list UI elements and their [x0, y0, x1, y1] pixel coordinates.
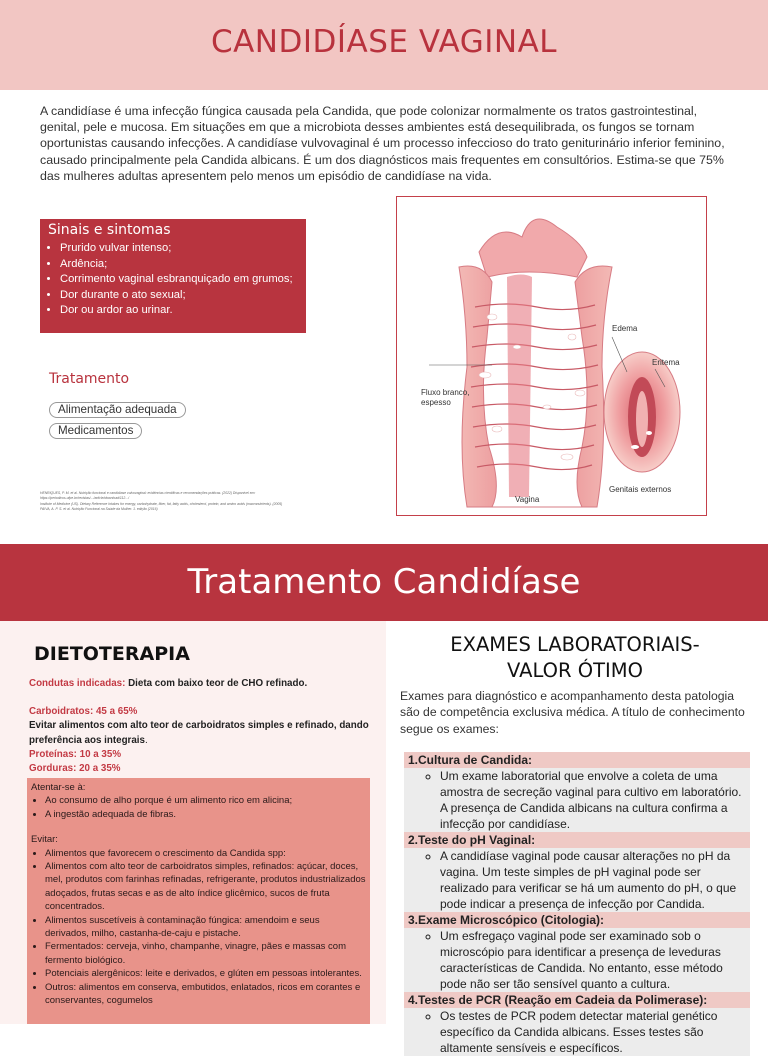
- exam-num: 4.: [408, 993, 419, 1007]
- carbs-value: Carboidratos: 45 a 65%: [29, 706, 138, 718]
- label-edema: Edema: [612, 324, 638, 333]
- exam-body: [404, 848, 750, 912]
- signs-symptoms-box: [40, 219, 306, 333]
- exam-head: [404, 752, 750, 768]
- reference-item: PAIVA, A. P. S. et al. Nutrição Funcional na Saúde da Mulher. 1. edição (2016): [40, 507, 158, 512]
- exam-body: [404, 1008, 750, 1056]
- list-item: • Potenciais alergênicos: leite e derivados, e glúten em pessoas intolerantes.: [45, 967, 366, 980]
- exam-name: Cultura de Candida:: [418, 753, 533, 767]
- diet-text: [29, 677, 369, 776]
- list-item: • Prurido vulvar intenso;: [60, 241, 298, 257]
- list-item: • Alimentos que favorecem o crescimento da Candida spp:: [45, 847, 366, 860]
- exams-list: [404, 752, 750, 1056]
- vagina-anatomy-image: [397, 197, 708, 517]
- reference-item: Institute of Medicine (US). Dietary Reference Intakes for energy, carbohydrate, fiber, fat, fatty acids, cholesterol, protein, and amino acids (macronutrients). (2005): [40, 501, 283, 506]
- anatomy-illustration: [396, 196, 707, 516]
- label-eritema: Eritema: [652, 358, 680, 367]
- exam-num: 1.: [408, 753, 419, 767]
- exam-name: Testes de PCR (Reação em Cadeia da Polimerase):: [418, 993, 708, 1007]
- list-item: • Ao consumo de alho porque é um alimento rico em alicina;: [45, 794, 366, 807]
- exams-title-line2: VALOR ÓTIMO: [507, 659, 643, 682]
- attention-box: [27, 778, 370, 1024]
- list-item: • Corrimento vaginal esbranquiçado em grumos;: [60, 272, 298, 288]
- intro-paragraph: A candidíase é uma infecção fúngica causada pela Candida, que pode colonizar normalmente os tratos gastrointestinal, genital, pele e mucosa. Em situações em que a microbiota desses ambientes está desequilibrada, os fungos se tornam oportunistas causando infecções. A candidíase vulvovaginal é um processo infeccioso do trato geniturinário inferior feminino, causado principalmente pela Candida albicans. É um dos diagnósticos mais frequentes em consultórios. Estima-se que 75% das mulheres adultas apresentem pelo menos um episódio de candidíase na vida.: [40, 104, 725, 183]
- label-fluxo: Fluxo branco,: [421, 388, 470, 397]
- treatment-label: Tratamento: [49, 371, 130, 387]
- avoid-list: [31, 847, 366, 1008]
- exam-head: [404, 832, 750, 848]
- exams-intro: Exames para diagnóstico e acompanhamento desta patologia são de competência exclusiva médica. A título de conhecimento segue os exames:: [400, 689, 745, 736]
- page-title: CANDIDÍASE VAGINAL: [210, 24, 558, 60]
- exam-body: [404, 928, 750, 992]
- list-item: • A ingestão adequada de fibras.: [45, 808, 366, 821]
- exam-head: [404, 992, 750, 1008]
- condutas-label: Condutas indicadas:: [29, 678, 126, 689]
- reference-item: HENRIQUES, P. M. et al. Nutrição funcional e candidíase vulvovaginal: evidências científicas e recomendações práticas. (2022) Disponível em: https://periodicos.ufpe.br/revistas/.../article/download/112.../: [40, 491, 256, 501]
- list-item: ◦ Os testes de PCR podem detectar material genético específico da Candida albicans. Esses testes são altamente sensíveis e específicos.: [440, 1008, 750, 1056]
- label-vagina: Vagina: [515, 495, 540, 504]
- list-item: • Alimentos suscetíveis à contaminação fúngica: amendoim e seus derivados, milho, castanha-de-caju e pistache.: [45, 914, 366, 941]
- exam-num: 2.: [408, 833, 419, 847]
- exams-title: [400, 632, 750, 684]
- section2-title: Tratamento Candidíase: [187, 562, 581, 602]
- exam-name: Teste do pH Vaginal:: [418, 833, 536, 847]
- attention-head: Atentar-se à:: [31, 782, 86, 793]
- list-item: • Outros: alimentos em conserva, embutidos, enlatados, ricos em corantes e conservantes, cogumelos: [45, 981, 366, 1008]
- list-item: ◦ Um exame laboratorial que envolve a coleta de uma amostra de secreção vaginal para cultivo em laboratório. A presença de Candida albicans na cultura confirma a infecção por candidíase.: [440, 768, 750, 832]
- pill-medicamentos: Medicamentos: [49, 423, 142, 439]
- label-genitais: Genitais externos: [609, 485, 672, 494]
- list-item: • Ardência;: [60, 257, 298, 273]
- diet-title: DIETOTERAPIA: [34, 643, 190, 665]
- avoid-end: .: [144, 734, 148, 746]
- list-item: • Fermentados: cerveja, vinho, champanhe, vinagre, pães e massas com fermento biológico.: [45, 940, 366, 967]
- exam-name: Exame Microscópico (Citologia):: [418, 913, 605, 927]
- condutas-value: Dieta com baixo teor de CHO refinado.: [128, 678, 308, 689]
- pill-alimentacao: Alimentação adequada: [49, 402, 186, 418]
- exam-head: [404, 912, 750, 928]
- references: [40, 491, 340, 513]
- protein-value: Proteínas: 10 a 35%: [29, 748, 122, 760]
- list-item: • Dor ou ardor ao urinar.: [60, 303, 298, 319]
- list-item: • Dor durante o ato sexual;: [60, 288, 298, 304]
- exam-body: [404, 768, 750, 832]
- list-item: ◦ A candidíase vaginal pode causar alterações no pH da vagina. Um teste simples de pH vaginal pode ser realizado para verificar se há um aumento do pH, o que pode indicar a presença de infecção por Candida.: [440, 848, 750, 912]
- list-item: ◦ Um esfregaço vaginal pode ser examinado sob o microscópio para identificar a presença de leveduras características de Candida. No entanto, esse método pode não ser tão sensível quanto a cultura.: [440, 928, 750, 992]
- exam-num: 3.: [408, 913, 419, 927]
- avoid-head: Evitar:: [31, 834, 58, 846]
- signs-title: Sinais e sintomas: [48, 222, 171, 238]
- avoid-text: Evitar alimentos com alto teor de carboidratos simples e refinado, dando preferência aos integrais: [29, 720, 369, 746]
- list-item: • Alimentos com alto teor de carboidratos simples, refinados: açúcar, doces, mel, produtos com farinhas refinadas, refrigerante, produtos industrializados adoçados, frutas secas e as de alto índice glicêmico, sucos de fruta concentrados.: [45, 860, 366, 914]
- signs-list: [48, 241, 298, 319]
- fat-value: Gorduras: 20 a 35%: [29, 763, 121, 775]
- exams-title-line1: EXAMES LABORATORIAIS-: [450, 633, 700, 656]
- label-espesso: espesso: [421, 398, 451, 407]
- attention-list: [31, 794, 366, 821]
